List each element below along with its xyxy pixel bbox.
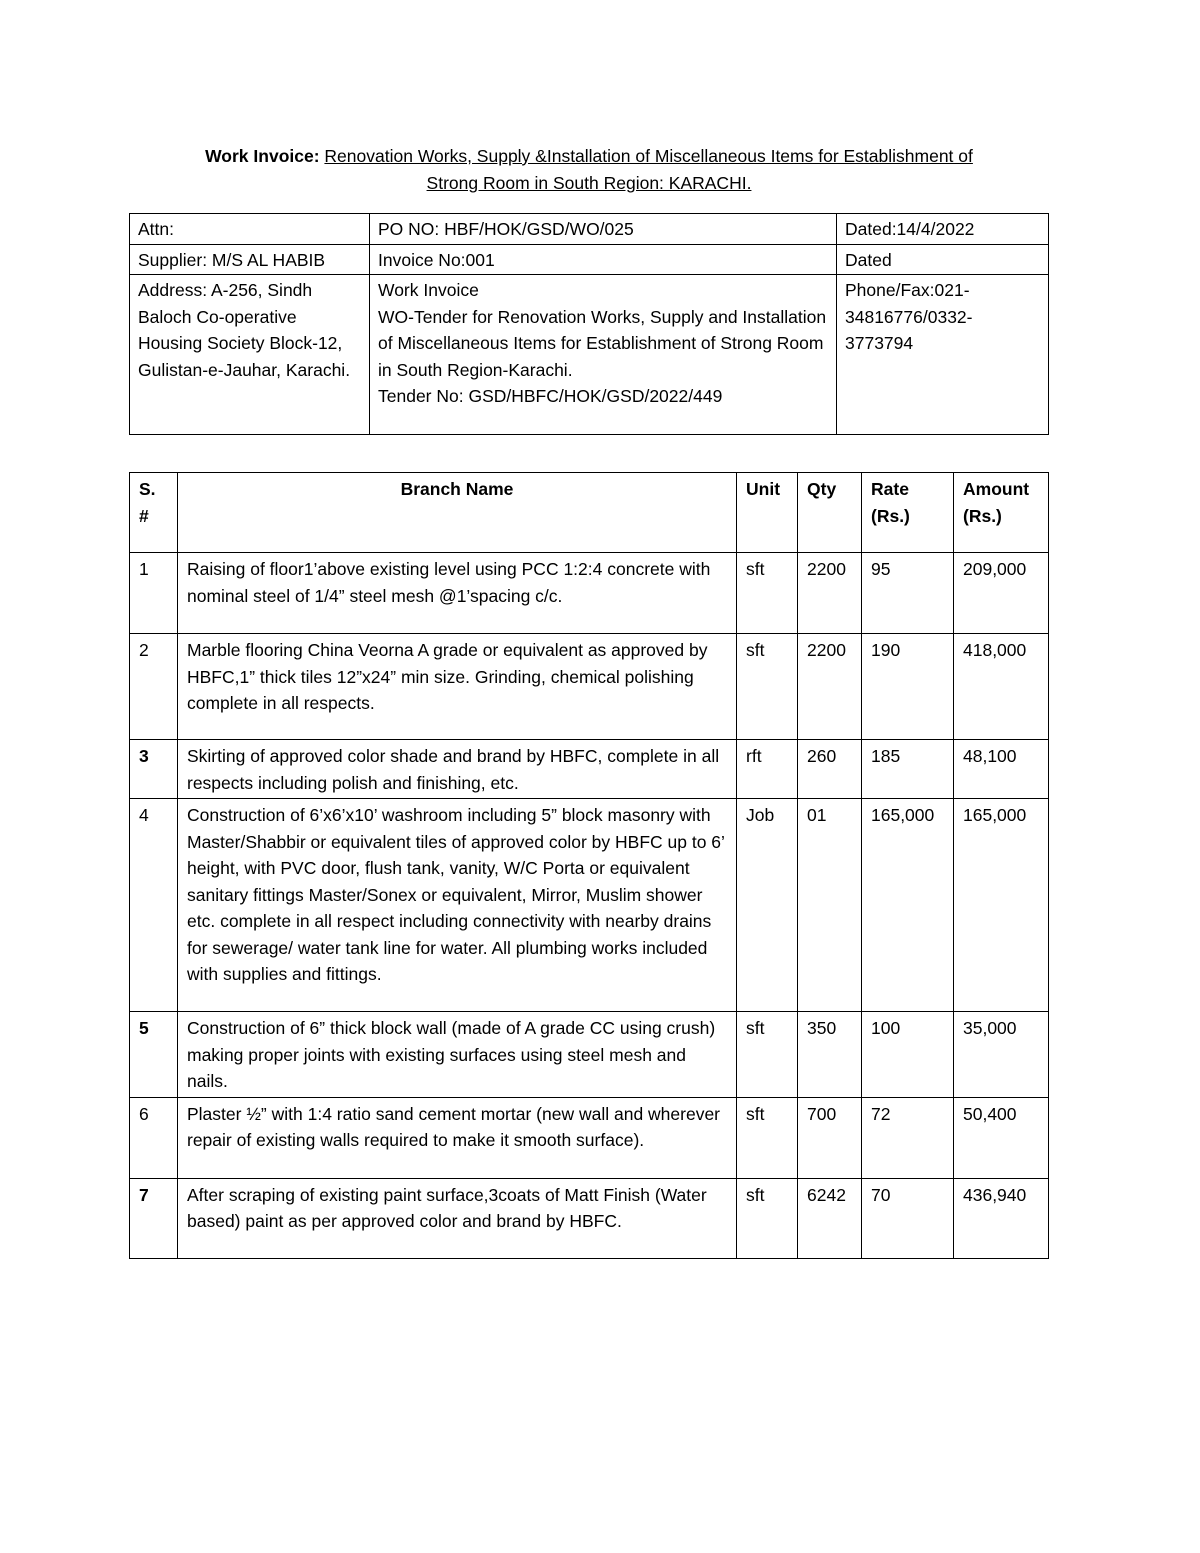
po-number-cell: PO NO: HBF/HOK/GSD/WO/025 xyxy=(370,214,837,245)
cell-qty: 6242 xyxy=(798,1178,862,1258)
table-row xyxy=(130,799,1049,1012)
table-row xyxy=(130,740,1049,799)
cell-qty: 2200 xyxy=(798,634,862,740)
cell-description: After scraping of existing paint surface,3coats of Matt Finish (Water based) paint as per approved color and brand by HBFC. xyxy=(178,1178,737,1258)
cell-qty: 260 xyxy=(798,740,862,799)
cell-amount: 165,000 xyxy=(954,799,1049,1012)
invoice-header-table xyxy=(129,213,1049,435)
date-cell: Dated:14/4/2022 xyxy=(837,214,1049,245)
cell-unit: rft xyxy=(737,740,798,799)
tender-number: Tender No: GSD/HBFC/HOK/GSD/2022/449 xyxy=(378,386,723,406)
cell-rate: 185 xyxy=(862,740,954,799)
cell-rate: 190 xyxy=(862,634,954,740)
header-row xyxy=(130,275,1049,435)
phone-fax-cell: Phone/Fax:021-34816776/0332-3773794 xyxy=(837,275,1049,435)
cell-unit: sft xyxy=(737,1012,798,1098)
cell-sno: 7 xyxy=(130,1178,178,1258)
cell-unit: Job xyxy=(737,799,798,1012)
cell-description: Plaster ½” with 1:4 ratio sand cement mortar (new wall and wherever repair of existing walls required to make it smooth surface). xyxy=(178,1097,737,1178)
cell-amount: 418,000 xyxy=(954,634,1049,740)
cell-rate: 72 xyxy=(862,1097,954,1178)
work-invoice-label: Work Invoice xyxy=(378,280,479,300)
title-subject-line2: Strong Room in South Region: KARACHI. xyxy=(426,173,752,193)
cell-sno: 5 xyxy=(130,1012,178,1098)
column-header-qty: Qty xyxy=(798,473,862,553)
work-description: WO-Tender for Renovation Works, Supply and Installation of Miscellaneous Items for Establishment of Strong Room in South Region-Karachi. xyxy=(378,306,827,380)
work-description-cell xyxy=(370,275,837,435)
table-row xyxy=(130,1097,1049,1178)
cell-amount: 209,000 xyxy=(954,553,1049,634)
cell-amount: 50,400 xyxy=(954,1097,1049,1178)
column-header-unit: Unit xyxy=(737,473,798,553)
cell-unit: sft xyxy=(737,553,798,634)
column-header-branch-name: Branch Name xyxy=(178,473,737,553)
column-header-sno: S. # xyxy=(130,473,178,553)
column-header-rate: Rate (Rs.) xyxy=(862,473,954,553)
cell-rate: 95 xyxy=(862,553,954,634)
cell-description: Construction of 6” thick block wall (made of A grade CC using crush) making proper joints with existing surfaces using steel mesh and nails. xyxy=(178,1012,737,1098)
cell-qty: 700 xyxy=(798,1097,862,1178)
cell-sno: 6 xyxy=(130,1097,178,1178)
cell-unit: sft xyxy=(737,1097,798,1178)
table-row xyxy=(130,1178,1049,1258)
attn-cell: Attn: xyxy=(130,214,370,245)
dated-cell: Dated xyxy=(837,244,1049,275)
title-subject-line1: Renovation Works, Supply &Installation of Miscellaneous Items for Establishment of xyxy=(324,146,973,166)
cell-description: Raising of floor1’above existing level using PCC 1:2:4 concrete with nominal steel of 1/4” steel mesh @1’spacing c/c. xyxy=(178,553,737,634)
cell-amount: 35,000 xyxy=(954,1012,1049,1098)
cell-sno: 1 xyxy=(130,553,178,634)
table-row xyxy=(130,1012,1049,1098)
table-row xyxy=(130,634,1049,740)
table-header-row xyxy=(130,473,1049,553)
invoice-number-cell: Invoice No:001 xyxy=(370,244,837,275)
cell-qty: 350 xyxy=(798,1012,862,1098)
column-header-amount: Amount (Rs.) xyxy=(954,473,1049,553)
supplier-cell: Supplier: M/S AL HABIB xyxy=(130,244,370,275)
page-title xyxy=(130,143,1048,197)
cell-sno: 3 xyxy=(130,740,178,799)
cell-description: Construction of 6’x6’x10’ washroom including 5” block masonry with Master/Shabbir or equivalent tiles of approved color by HBFC up to 6’ height, with PVC door, flush tank, vanity, W/C Porta or equivalent sanitary fittings Master/Sonex or equivalent, Mirror, Muslim shower etc. complete in all respect including connectivity with nearby drains for sewerage/ water tank line for water. All plumbing works included with supplies and fittings. xyxy=(178,799,737,1012)
cell-rate: 165,000 xyxy=(862,799,954,1012)
cell-sno: 2 xyxy=(130,634,178,740)
cell-amount: 436,940 xyxy=(954,1178,1049,1258)
cell-rate: 70 xyxy=(862,1178,954,1258)
cell-unit: sft xyxy=(737,634,798,740)
header-row xyxy=(130,244,1049,275)
table-row xyxy=(130,553,1049,634)
cell-rate: 100 xyxy=(862,1012,954,1098)
cell-qty: 01 xyxy=(798,799,862,1012)
cell-sno: 4 xyxy=(130,799,178,1012)
cell-description: Skirting of approved color shade and brand by HBFC, complete in all respects including polish and finishing, etc. xyxy=(178,740,737,799)
cell-amount: 48,100 xyxy=(954,740,1049,799)
cell-unit: sft xyxy=(737,1178,798,1258)
cell-qty: 2200 xyxy=(798,553,862,634)
title-label: Work Invoice: xyxy=(205,146,320,166)
header-row xyxy=(130,214,1049,245)
address-cell: Address: A-256, Sindh Baloch Co-operative Housing Society Block-12, Gulistan-e-Jauhar, Karachi. xyxy=(130,275,370,435)
cell-description: Marble flooring China Veorna A grade or equivalent as approved by HBFC,1” thick tiles 12”x24” min size. Grinding, chemical polishing complete in all respects. xyxy=(178,634,737,740)
items-table xyxy=(129,472,1049,1259)
